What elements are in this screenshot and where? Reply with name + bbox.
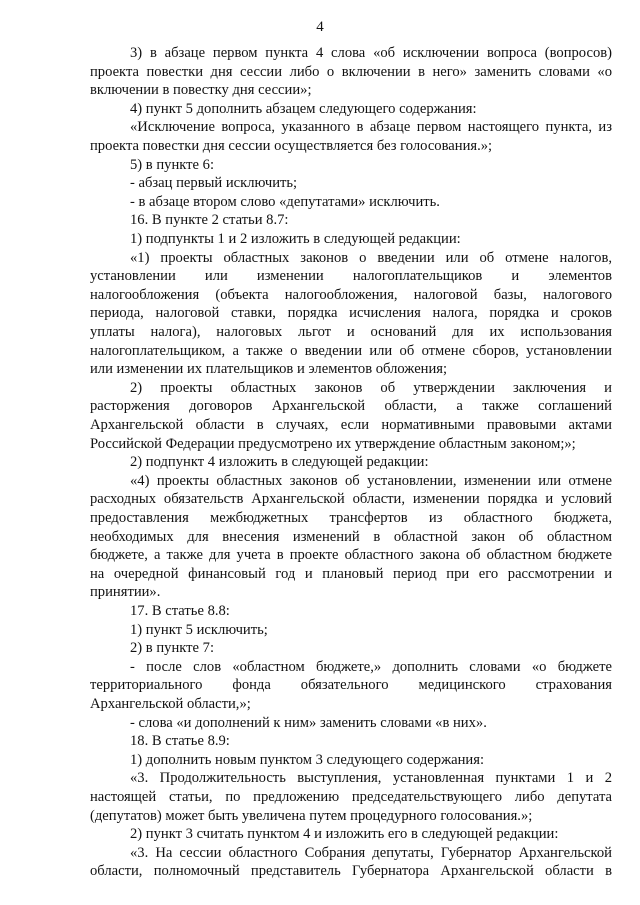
text-line: 2) в пункте 7: [130,640,215,657]
text-line: 5) в пункте 6: [130,156,215,173]
text-line: предоставления межбюджетных трансфертов из областного бюджета, [90,510,612,526]
text-line: Российской Федерации предусмотрено их утверждение областным законом;»; [90,435,576,452]
text-line: 2) пункт 3 считать пунктом 4 и изложить его в следующей редакции: [130,826,559,843]
text-line: включении в повестку дня сессии»; [90,82,312,99]
text-line: - абзац первый исключить; [130,175,298,192]
text-line: настоящей статьи, по предложению председательствующего либо депутата [90,789,612,805]
text-line: 2) проекты областных законов об утверждении заключения и [130,379,612,396]
text-line: - после слов «областном бюджете,» дополнить словами «о бюджете [130,658,612,675]
text-line: (депутатов) может быть увеличена путем процедурного голосования.»; [90,807,533,824]
text-line: - слова «и дополнений к ним» заменить словами «в них». [130,714,487,731]
text-line: 16. В пункте 2 статьи 8.7: [130,212,289,229]
text-line: «1) проекты областных законов о введении или об отмене налогов, [130,249,612,266]
text-line: или изменении их плательщиков и элементов обложения; [90,361,448,378]
text-line: уплаты налога), налоговых льгот и оснований для их использования [90,324,612,340]
text-line: налогообложения (объекта налогообложения, налоговой базы, налогового [90,286,612,303]
text-line: Архангельской области,»; [90,696,251,712]
text-line: 4) пункт 5 дополнить абзацем следующего содержания: [130,100,477,117]
text-line: «3. На сессии областного Собрания депутаты, Губернатор Архангельской [130,844,612,861]
text-line: на очередной финансовый год и плановый период при его рассмотрении и [90,565,612,582]
text-line: области, полномочный представитель Губернатора Архангельской области в [90,863,612,880]
text-line: Архангельской области в случаях, если нормативными правовыми актами [90,417,612,433]
text-line: «3. Продолжительность выступления, установленная пунктами 1 и 2 [130,770,612,787]
text-line: налогоплательщиком, а также о введении или об отмене сборов, установлении [90,342,612,359]
text-line: 17. В статье 8.8: [130,603,230,619]
text-line: установлении или изменении налогоплательщиков и элементов [90,268,612,285]
text-line: проекта повестки дня сессии либо о включении в него» заменить словами «о [90,63,612,80]
text-line: периода, налоговой ставки, порядка исчисления налога, порядка и сроков [90,305,612,322]
text-line: 1) пункт 5 исключить; [130,621,268,638]
text-line: - в абзаце втором слово «депутатами» исключить. [130,193,440,210]
text-line: 3) в абзаце первом пункта 4 слова «об исключении вопроса (вопросов) [130,45,612,61]
text-line: принятии». [90,584,161,601]
text-line: 1) подпункты 1 и 2 изложить в следующей редакции: [130,231,461,247]
text-line: территориального фонда обязательного медицинского страхования [90,677,612,694]
text-line: расходных обязательств Архангельской области, изменении порядка и условий [90,491,612,508]
text-line: 2) подпункт 4 изложить в следующей редакции: [130,454,429,471]
text-line: необходимых для внесения изменений в областной закон об областном [90,528,612,545]
text-line: «Исключение вопроса, указанного в абзаце первом настоящего пункта, из [130,119,612,136]
text-line: 18. В статье 8.9: [130,733,230,750]
page-number: 4 [316,19,324,35]
text-line: бюджете, а также для учета в проекте областного закона об областном бюджете [90,547,612,564]
text-line: «4) проекты областных законов об установлении, изменении или отмене [130,472,612,489]
text-line: 1) дополнить новым пунктом 3 следующего содержания: [130,751,485,768]
text-line: расторжения договоров Архангельской области, а также соглашений [90,398,612,415]
text-line: проекта повестки дня сессии осуществляется без голосования.»; [90,138,493,154]
